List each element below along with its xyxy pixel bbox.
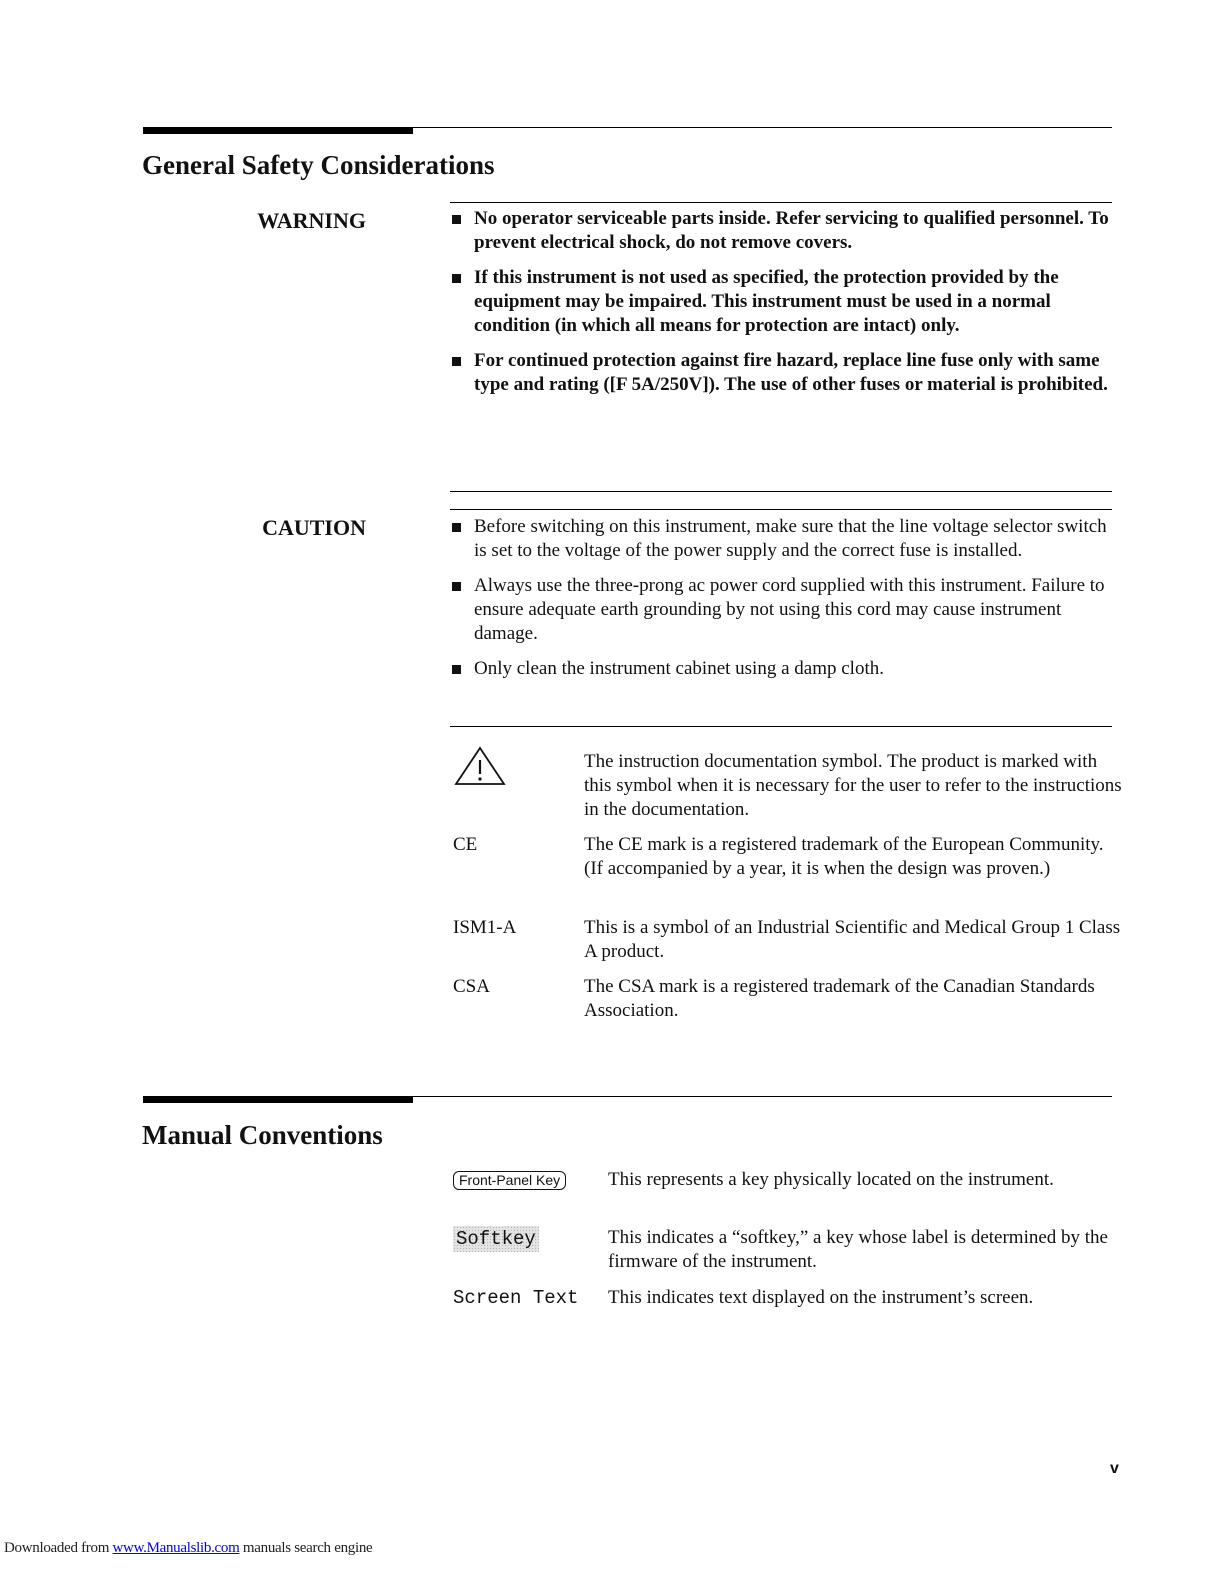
download-footer xyxy=(4,1540,372,1557)
caution-item: Only clean the instrument cabinet using a damp cloth. xyxy=(452,657,1122,681)
symbol-description: The instruction documentation symbol. The product is marked with this symbol when it is necessary for the user to refer to the instructions in the documentation. xyxy=(584,751,1122,820)
warning-triangle-icon xyxy=(453,745,507,789)
conventions-title: Manual Conventions xyxy=(142,1120,383,1150)
safety-title: General Safety Considerations xyxy=(142,150,495,180)
symbol-description: This is a symbol of an Industrial Scientific and Medical Group 1 Class A product. xyxy=(584,917,1121,962)
softkey-sample: Softkey xyxy=(453,1226,539,1252)
section-rule-thick xyxy=(143,127,413,134)
caution-top-rule xyxy=(450,509,1112,510)
warning-top-rule xyxy=(450,202,1112,203)
convention-description: This indicates a “softkey,” a key whose label is determined by the firmware of the instrument. xyxy=(608,1227,1108,1272)
convention-description: This indicates text displayed on the instrument’s screen. xyxy=(608,1287,1034,1308)
section-rule-thick xyxy=(143,1096,413,1103)
symbol-key: CSA xyxy=(453,976,490,997)
warning-bottom-rule xyxy=(450,491,1112,492)
caution-list xyxy=(452,515,1122,692)
section-rule-thin xyxy=(413,1096,1112,1097)
warning-list xyxy=(452,207,1122,408)
convention-description: This represents a key physically located on the instrument. xyxy=(608,1169,1054,1190)
page-number: v xyxy=(1110,1460,1119,1477)
warning-label: WARNING xyxy=(257,208,366,233)
caution-label: CAUTION xyxy=(262,515,366,540)
symbol-key: CE xyxy=(453,834,478,855)
caution-item: Always use the three-prong ac power cord supplied with this instrument. Failure to ensure adequate earth grounding by not using this cord may cause instrument damage. xyxy=(452,574,1122,646)
section-rule-thin xyxy=(413,127,1112,128)
symbol-key: ISM1-A xyxy=(453,917,517,938)
caution-item: Before switching on this instrument, make sure that the line voltage selector switch is set to the voltage of the power supply and the correct fuse is installed. xyxy=(452,515,1122,563)
caution-bottom-rule xyxy=(450,726,1112,727)
manualslib-link[interactable]: www.Manualslib.com xyxy=(112,1540,240,1556)
warning-item: No operator serviceable parts inside. Refer servicing to qualified personnel. To prevent electrical shock, do not remove covers. xyxy=(452,207,1122,255)
screen-text-sample: Screen Text xyxy=(453,1287,579,1309)
symbol-description: The CE mark is a registered trademark of the European Community. (If accompanied by a year, it is when the design was proven.) xyxy=(584,834,1104,879)
warning-item: If this instrument is not used as specified, the protection provided by the equipment may be impaired. This instrument must be used in a normal condition (in which all means for protection are intact) only. xyxy=(452,266,1122,338)
front-panel-key-sample: Front-Panel Key xyxy=(453,1171,566,1190)
footer-suffix: manuals search engine xyxy=(239,1540,373,1556)
warning-item: For continued protection against fire hazard, replace line fuse only with same type and rating ([F 5A/250V]). The use of other fuses or material is prohibited. xyxy=(452,349,1122,397)
symbol-description: The CSA mark is a registered trademark of the Canadian Standards Association. xyxy=(584,976,1095,1021)
footer-prefix: Downloaded from xyxy=(4,1540,113,1556)
